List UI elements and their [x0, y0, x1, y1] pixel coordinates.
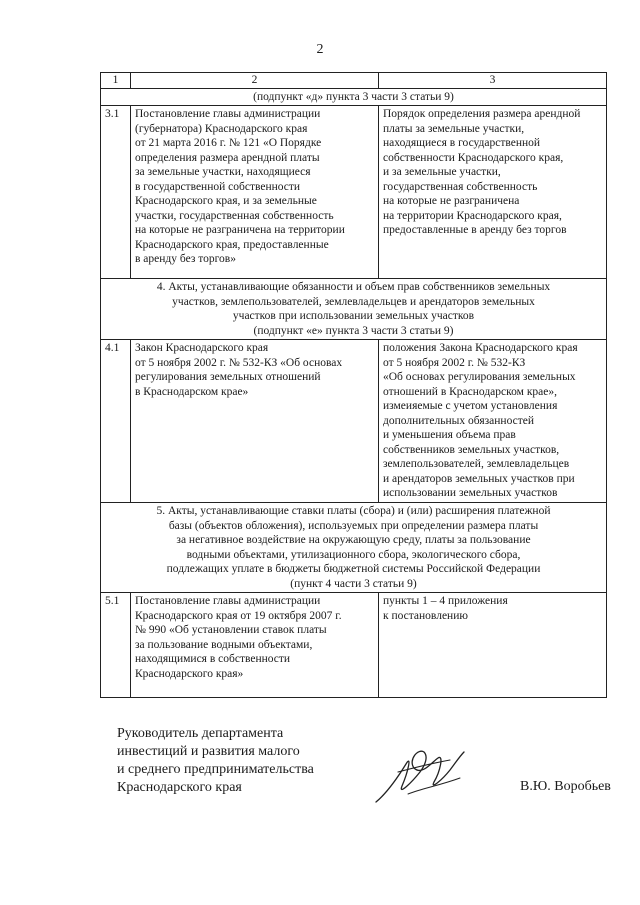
section-note-3-d: (подпункт «д» пункта 3 части 3 статьи 9) — [101, 88, 607, 106]
act-provisions-cell: пункты 1 – 4 приложения к постановлению — [379, 593, 607, 698]
section-5-title: 5. Акты, устанавливающие ставки платы (сбора) и (или) расширения платежной базы (объектов обложения), используемых при определении размера платы за негативное воздействие на окружающую среду, платы за пользование водными объектами, утилизационного сбора, экологического сбора, подлежащих уплате в бюджеты бюджетной системы Российской Федерации (пункт 4 части 3 статьи 9) — [101, 503, 607, 593]
table-row-section-4 — [101, 279, 607, 340]
act-title-cell: Постановление главы администрации (губернатора) Краснодарского края от 21 марта 2016 г. № 121 «О Порядке определения размера арендной платы за земельные участки, находящиеся в государственной собственности Краснодарского края, и за земельные участки, государственная собственность на которые не разграничена на территории Краснодарского края, предоставленные в аренду без торгов» — [131, 106, 379, 279]
act-title-cell: Постановление главы администрации Краснодарского края от 19 октября 2007 г. № 990 «Об установлении ставок платы за пользование водными объектами, находящимися в собственности Краснодарского края» — [131, 593, 379, 698]
signer-position: Руководитель департамента инвестиций и развития малого и среднего предпринимательства Краснодарского края — [117, 726, 314, 795]
table-row-5-1 — [101, 593, 607, 698]
header-col-2: 2 — [131, 73, 379, 89]
act-title-cell: Закон Краснодарского края от 5 ноября 2002 г. № 532-КЗ «Об основах регулирования земельных отношений в Краснодарском крае» — [131, 340, 379, 503]
table-row-section-5 — [101, 503, 607, 593]
row-number: 3.1 — [101, 106, 131, 279]
table-row-note — [101, 88, 607, 106]
row-number: 4.1 — [101, 340, 131, 503]
table-header-row — [101, 73, 607, 89]
act-provisions-cell: Порядок определения размера арендной платы за земельные участки, находящиеся в государственной собственности Краснодарского края, и за земельные участки, государственная собственность на которые не разграничена на территории Краснодарского края, предоставленные в аренду без торгов — [379, 106, 607, 279]
page-number: 2 — [316, 42, 324, 57]
signer-name: В.Ю. Воробьев — [520, 779, 611, 794]
table-row-3-1 — [101, 106, 607, 279]
table-row-4-1 — [101, 340, 607, 503]
legal-acts-table — [100, 72, 607, 698]
header-col-3: 3 — [379, 73, 607, 89]
section-4-title: 4. Акты, устанавливающие обязанности и объем прав собственников земельных участков, землепользователей, землевладельцев и арендаторов земельных участков при использовании земельных участков (подпункт «е» пункта 3 части 3 статьи 9) — [101, 279, 607, 340]
act-provisions-cell: положения Закона Краснодарского края от 5 ноября 2002 г. № 532-КЗ «Об основах регулирования земельных отношений в Краснодарском крае», измеияемые с учетом установления дополнительных обязанностей и уменьшения объема прав собственников земельных участков, землепользователей, землевладельцев и арендаторов земельных участков при использовании земельных участков — [379, 340, 607, 503]
handwritten-signature — [368, 742, 478, 812]
row-number: 5.1 — [101, 593, 131, 698]
header-col-1: 1 — [101, 73, 131, 89]
